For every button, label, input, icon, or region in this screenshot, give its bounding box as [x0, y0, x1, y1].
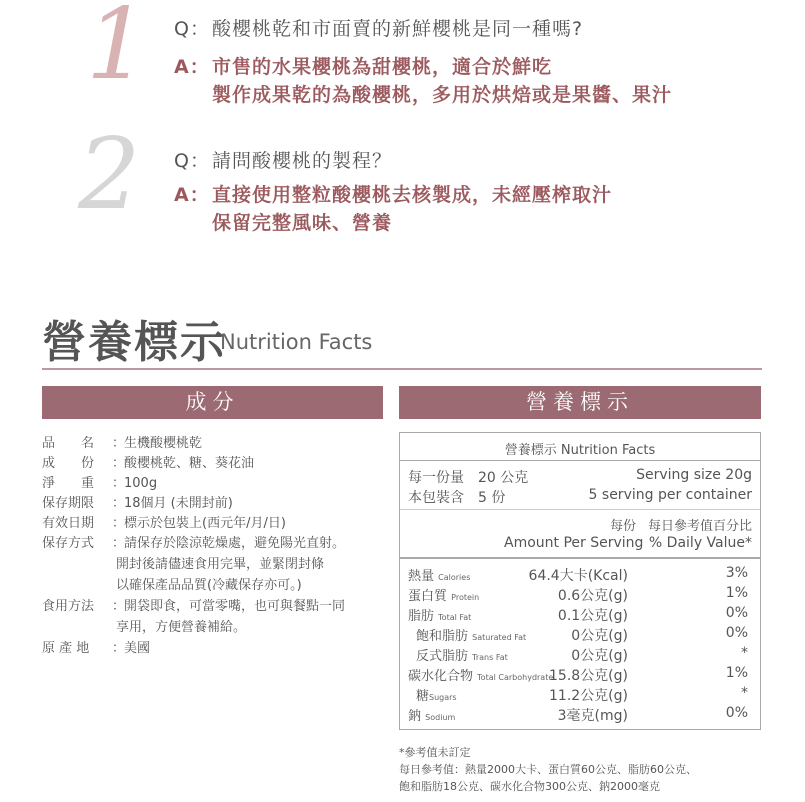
ingredient-value: 美國 [124, 641, 151, 656]
ingredient-value: 開袋即食，可當零嘴，也可與餐點一同 [124, 599, 346, 614]
ingredient-shelf-life: 保存期限 ：18個月 (未開封前) [42, 494, 233, 514]
nutrient-amount: 0公克(g) [571, 648, 628, 664]
section-divider [42, 368, 762, 370]
nutrition-table [399, 432, 761, 730]
nutrient-name-zh: 蛋白質 [408, 589, 448, 604]
ingredient-value: 請保存於陰涼乾燥處，避免陽光直射。 [124, 536, 346, 551]
qa-numeral-1: 1 [86, 0, 149, 102]
ingredient-label: 食用方法 [42, 599, 95, 614]
ingredient-value: 18個月 (未開封前) [124, 496, 233, 511]
nutrient-dv: 0% [725, 705, 748, 721]
nutrient-amount: 64.4大卡(Kcal) [528, 568, 628, 584]
qa-1-answer-line-2: 製作成果乾的為酸櫻桃，多用於烘焙或是果醬、果汁 [212, 84, 673, 106]
nutrient-row-sodium [400, 705, 760, 725]
nutrient-name-zh: 熱量 [408, 569, 435, 584]
ingredient-label: 有效日期 [42, 516, 95, 531]
nutrient-name-zh: 碳水化合物 [408, 669, 474, 684]
nutrient-name-en: Trans Fat [472, 653, 508, 662]
qa-2-question [174, 146, 392, 173]
footnote-line-3: 飽和脂肪18公克、碳水化合物300公克、鈉2000毫克 [399, 780, 660, 793]
nutrient-row-calories [400, 565, 760, 585]
serving-size-en: Serving size 20g [636, 467, 752, 483]
nutrition-table-header: 營養標示 Nutrition Facts [504, 443, 656, 458]
q-label: Q： [174, 150, 210, 172]
nutrient-dv: * [741, 685, 748, 701]
ingredient-value: 生機酸櫻桃乾 [124, 436, 203, 451]
nutrient-row-total-fat [400, 605, 760, 625]
nutrient-dv: 1% [725, 585, 748, 601]
nutrient-row-saturated-fat [400, 625, 760, 645]
nutrient-name-zh: 飽和脂肪 [416, 629, 469, 644]
nutrient-name-en: Total Carbohydrate [477, 673, 554, 682]
nutrient-name-en: Total Fat [438, 613, 472, 622]
ingredient-storage-cont-2: 以確保產品品質(冷藏保存亦可。) [116, 578, 302, 593]
nutrient-row-protein [400, 585, 760, 605]
a-text: 直接使用整粒酸櫻桃去核製成，未經壓榨取汁 [212, 184, 613, 206]
ingredient-label: 淨 重 [42, 476, 95, 491]
ingredient-components: 成 份 ：酸櫻桃乾、糖、葵花油 [42, 454, 254, 474]
ingredient-origin: 原 產 地 ：美國 [42, 639, 150, 659]
qa-2-answer-line-2: 保留完整風味、營養 [212, 212, 393, 234]
ingredient-label: 成 份 [42, 456, 95, 471]
nutrition-band: 營養標示 [399, 386, 761, 419]
ingredient-label: 保存方式 [42, 536, 95, 551]
ingredient-value: 酸櫻桃乾、糖、葵花油 [124, 456, 255, 471]
nutrient-name-zh: 鈉 [408, 709, 422, 724]
ingredient-value: 100g [124, 476, 158, 491]
qa-numeral-2: 2 [78, 118, 141, 232]
ingredients-band: 成分 [42, 386, 383, 419]
nutrient-name-en: Sodium [425, 713, 456, 722]
nutrient-amount: 0.1公克(g) [557, 608, 628, 624]
section-title: 營養標示 [42, 317, 226, 368]
footnote-line-1: *參考值未訂定 [399, 746, 471, 759]
nutrient-name-en: Protein [451, 593, 480, 602]
qa-1-question [174, 14, 583, 41]
ingredient-label: 保存期限 [42, 496, 95, 511]
per-serving-zh: 每份 [610, 519, 637, 534]
nutrient-name-zh: 脂肪 [408, 609, 435, 624]
nutrient-row-trans-fat [400, 645, 760, 665]
nutrient-amount: 0.6公克(g) [557, 588, 628, 604]
nutrient-name-en: Sugars [429, 693, 457, 702]
ingredient-storage: 保存方式 ：請保存於陰涼乾燥處，避免陽光直射。 [42, 534, 345, 554]
section-subtitle: Nutrition Facts [220, 330, 373, 354]
nutrient-name-en: Saturated Fat [472, 633, 527, 642]
nutrient-name-zh: 反式脂肪 [416, 649, 469, 664]
footnote-line-2: 每日參考值：熱量2000大卡、蛋白質60公克、脂肪60公克、 [399, 763, 697, 776]
q-text: 請問酸櫻桃的製程？ [212, 150, 393, 172]
nutrient-dv: 0% [725, 625, 748, 641]
a-label: A： [174, 56, 210, 78]
ingredient-weight: 淨 重 ：100g [42, 474, 157, 494]
servings-zh: 本包裝含 5 份 [408, 490, 506, 506]
daily-en: % Daily Value* [648, 535, 752, 551]
a-label: A： [174, 184, 210, 206]
nutrient-amount: 15.8公克(g) [549, 668, 628, 684]
qa-1-answer-line-1 [174, 52, 552, 79]
q-label: Q： [174, 18, 210, 40]
ingredient-storage-cont-1: 開封後請儘速食用完畢，並緊閉封條 [116, 557, 325, 572]
nutrient-dv: * [741, 645, 748, 661]
ingredient-value: 標示於包裝上(西元年/月/日) [124, 516, 286, 531]
ingredient-usage: 食用方法 ：開袋即食，可當零嘴，也可與餐點一同 [42, 597, 345, 617]
a-text: 市售的水果櫻桃為甜櫻桃，適合於鮮吃 [212, 56, 553, 78]
servings-en: 5 serving per container [588, 487, 752, 503]
ingredient-label: 品 名 [42, 436, 95, 451]
ingredient-label: 原 產 地 [42, 641, 90, 656]
ingredient-usage-cont-1: 享用，方便營養補給。 [116, 620, 247, 635]
divider [400, 509, 760, 510]
nutrient-row-carbohydrate [400, 665, 760, 685]
q-text: 酸櫻桃乾和市面賣的新鮮櫻桃是同一種嗎? [212, 18, 584, 40]
nutrient-dv: 1% [725, 665, 748, 681]
daily-zh: 每日參考值百分比 [647, 519, 752, 534]
nutrient-dv: 0% [725, 605, 748, 621]
ingredient-name: 品 名 ：生機酸櫻桃乾 [42, 434, 202, 454]
divider [400, 460, 760, 461]
nutrient-dv: 3% [725, 565, 748, 581]
ingredient-expiry: 有效日期 ：標示於包裝上(西元年/月/日) [42, 514, 286, 534]
nutrient-amount: 3毫克(mg) [557, 708, 628, 724]
qa-2-answer-line-1 [174, 180, 612, 207]
nutrient-row-sugars [400, 685, 760, 705]
nutrient-amount: 11.2公克(g) [549, 688, 628, 704]
divider [400, 557, 760, 559]
nutrient-name-en: Calories [438, 573, 471, 582]
nutrient-name-zh: 糖 [416, 689, 430, 704]
per-serving-en: Amount Per Serving [504, 535, 644, 551]
nutrient-amount: 0公克(g) [571, 628, 628, 644]
serving-size-zh: 每一份量 20 公克 [408, 470, 529, 486]
